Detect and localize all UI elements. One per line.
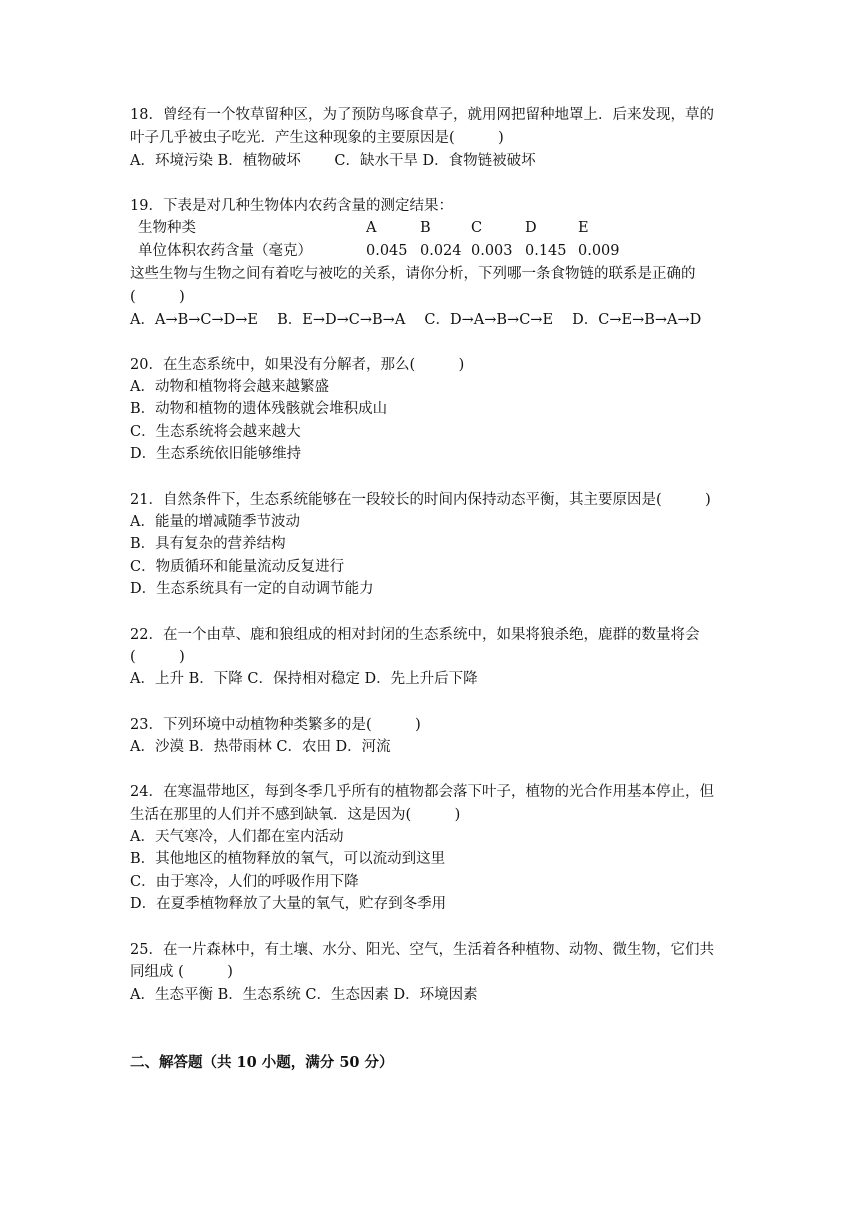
table-header-cell: C [471,220,483,236]
table-value-cell: 0.024 [420,243,462,259]
question-20-option-d: D．生态系统依旧能够维持 [130,446,302,462]
question-22-stem: 22．在一个由草、鹿和狼组成的相对封闭的生态系统中，如果将狼杀绝，鹿群的数量将会 [130,627,700,643]
question-25-stem-line-2: 同组成 ( ) [130,964,233,980]
question-19-options: A．A→B→C→D→E B．E→D→C→B→A C．D→A→B→C→E D．C→E→B→A→D [130,312,702,328]
question-20-option-a: A．动物和植物将会越来越繁盛 [130,379,329,395]
pesticide-table-header-row [138,218,738,238]
pesticide-table-value-row [138,241,738,261]
table-value-cell: 0.003 [471,243,513,259]
question-22-options: A．上升 B．下降 C．保持相对稳定 D．先上升后下降 [130,671,478,687]
question-21-option-c: C．物质循环和能量流动反复进行 [130,559,345,575]
question-24-stem-line-1: 24．在寒温带地区，每到冬季几乎所有的植物都会落下叶子，植物的光合作用基本停止，但 [130,784,714,800]
question-18-stem-line-2: 叶子几乎被虫子吃光．产生这种现象的主要原因是( ) [130,130,504,146]
question-20-option-c: C．生态系统将会越来越大 [130,424,301,440]
table-header-cell: E [578,220,589,236]
question-23-options: A．沙漠 B．热带雨林 C．农田 D．河流 [130,739,391,755]
question-22-answer-blank: ( ) [130,649,185,665]
question-24-option-d: D．在夏季植物释放了大量的氧气，贮存到冬季用 [130,896,447,912]
question-24-option-b: B．其他地区的植物释放的氧气，可以流动到这里 [130,851,446,867]
question-18-options: A．环境污染 B．植物破坏 C．缺水干旱 D．食物链被破坏 [130,153,536,169]
question-21-option-b: B．具有复杂的营养结构 [130,536,286,552]
question-19-stem: 19．下表是对几种生物体内农药含量的测定结果： [130,198,453,214]
table-value-cell: 0.045 [366,243,408,259]
question-25-options: A．生态平衡 B．生态系统 C．生态因素 D．环境因素 [130,987,478,1003]
table-header-cell: B [420,220,431,236]
question-24-stem-line-2: 生活在那里的人们并不感到缺氧．这是因为( ) [130,807,461,823]
question-18-stem-line-1: 18．曾经有一个牧草留种区，为了预防鸟啄食草子，就用网把留种地罩上．后来发现，草的 [130,107,714,123]
question-20-option-b: B．动物和植物的遗体残骸就会堆积成山 [130,401,388,417]
section-2-heading: 二、解答题（共 10 小题，满分 50 分） [130,1054,394,1071]
question-21-stem: 21．自然条件下，生态系统能够在一段较长的时间内保持动态平衡，其主要原因是( ) [130,492,711,508]
question-21-option-d: D．生态系统具有一定的自动调节能力 [130,581,374,597]
table-header-cell: D [525,220,537,236]
table-value-cell: 0.145 [525,243,567,259]
table-header-label: 生物种类 [138,220,196,236]
question-20-stem: 20．在生态系统中，如果没有分解者，那么( ) [130,357,465,373]
question-23-stem: 23．下列环境中动植物种类繁多的是( ) [130,717,421,733]
table-value-cell: 0.009 [578,243,620,259]
table-header-cell: A [366,220,377,236]
table-row-label: 单位体积农药含量（毫克） [138,243,312,259]
question-24-option-a: A．天气寒冷，人们都在室内活动 [130,829,344,845]
question-25-stem-line-1: 25．在一片森林中，有土壤、水分、阳光、空气，生活着各种植物、动物、微生物，它们共 [130,942,714,958]
question-24-option-c: C．由于寒冷，人们的呼吸作用下降 [130,874,359,890]
question-19-stem-line-2: 这些生物与生物之间有着吃与被吃的关系，请你分析，下列哪一条食物链的联系是正确的 [130,266,696,282]
question-19-answer-blank: ( ) [130,289,185,305]
question-21-option-a: A．能量的增减随季节波动 [130,514,300,530]
